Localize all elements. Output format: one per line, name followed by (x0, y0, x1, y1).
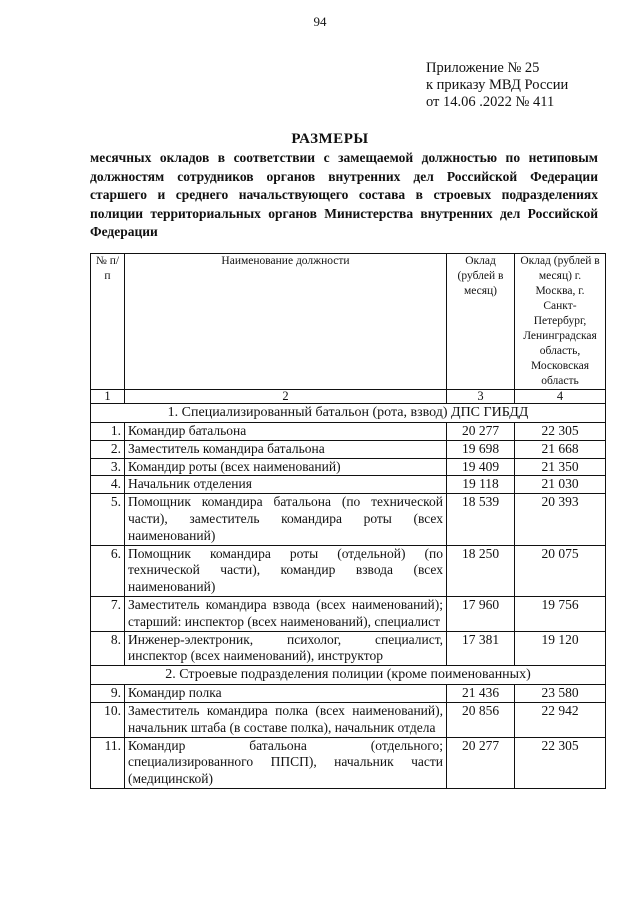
appendix-line-1: Приложение № 25 (426, 60, 540, 76)
appendix-block (426, 60, 568, 111)
column-index-cell: 4 (515, 390, 606, 404)
page-number: 94 (313, 14, 327, 29)
salary-cell: 19 409 (447, 458, 515, 476)
position-name-cell: Командир роты (всех наименований) (125, 458, 447, 476)
row-number-cell: 4. (91, 476, 125, 494)
section-header-row (91, 404, 606, 423)
row-number-cell: 6. (91, 545, 125, 596)
table-row (91, 596, 606, 631)
salary-cell: 17 960 (447, 596, 515, 631)
row-number-cell: 5. (91, 494, 125, 545)
row-number-cell: 7. (91, 596, 125, 631)
salary-moscow-cell: 22 305 (515, 423, 606, 441)
row-number-cell: 11. (91, 737, 125, 788)
salary-moscow-cell: 20 075 (515, 545, 606, 596)
position-name-cell: Командир батальона (125, 423, 447, 441)
table-row (91, 685, 606, 703)
position-name-cell: Командир полка (125, 685, 447, 703)
section-header-row (91, 666, 606, 685)
salary-moscow-cell: 23 580 (515, 685, 606, 703)
row-number-cell: 9. (91, 685, 125, 703)
table-row (91, 440, 606, 458)
salary-moscow-cell: 21 668 (515, 440, 606, 458)
table-row (91, 458, 606, 476)
position-name-cell: Инженер-электроник, психолог, специалист, инспектор (всех наименований), инструктор (125, 631, 447, 666)
table-row (91, 423, 606, 441)
salary-moscow-cell: 22 305 (515, 737, 606, 788)
salary-cell: 19 118 (447, 476, 515, 494)
table-row (91, 545, 606, 596)
salary-moscow-cell: 20 393 (515, 494, 606, 545)
position-name-cell: Командир батальона (отдельного; специализированного ППСП), начальник части (медицинской) (125, 737, 447, 788)
document-title: РАЗМЕРЫ (291, 131, 369, 147)
table-row (91, 737, 606, 788)
table-row (91, 702, 606, 737)
table-row (91, 631, 606, 666)
salary-moscow-cell: 19 756 (515, 596, 606, 631)
salary-cell: 19 698 (447, 440, 515, 458)
salary-cell: 21 436 (447, 685, 515, 703)
salary-table (90, 253, 606, 789)
position-name-cell: Заместитель командира полка (всех наименований), начальник штаба (в составе полка), начальник отдела (125, 702, 447, 737)
row-number-cell: 10. (91, 702, 125, 737)
position-name-cell: Заместитель командира взвода (всех наименований); старший: инспектор (всех наименований), специалист (125, 596, 447, 631)
row-number-cell: 2. (91, 440, 125, 458)
salary-cell: 20 277 (447, 423, 515, 441)
salary-moscow-cell: 19 120 (515, 631, 606, 666)
position-name-cell: Помощник командира батальона (по технической части), заместитель командира роты (всех наименований) (125, 494, 447, 545)
row-number-cell: 8. (91, 631, 125, 666)
column-index-cell: 1 (91, 390, 125, 404)
salary-cell: 18 539 (447, 494, 515, 545)
row-number-cell: 1. (91, 423, 125, 441)
header-position: Наименование должности (125, 254, 447, 390)
table-row (91, 494, 606, 545)
appendix-line-3: от 14.06 .2022 № 411 (426, 94, 555, 110)
table-row (91, 476, 606, 494)
salary-cell: 20 277 (447, 737, 515, 788)
position-name-cell: Заместитель командира батальона (125, 440, 447, 458)
position-name-cell: Начальник отделения (125, 476, 447, 494)
salary-cell: 18 250 (447, 545, 515, 596)
column-index-cell: 2 (125, 390, 447, 404)
salary-moscow-cell: 22 942 (515, 702, 606, 737)
row-number-cell: 3. (91, 458, 125, 476)
salary-moscow-cell: 21 030 (515, 476, 606, 494)
appendix-line-2: к приказу МВД России (426, 77, 569, 93)
column-index-cell: 3 (447, 390, 515, 404)
salary-moscow-cell: 21 350 (515, 458, 606, 476)
section-title: 1. Специализированный батальон (рота, взвод) ДПС ГИБДД (91, 404, 606, 423)
section-title: 2. Строевые подразделения полиции (кроме поименованных) (91, 666, 606, 685)
salary-cell: 17 381 (447, 631, 515, 666)
header-salary: Оклад (рублей в месяц) (447, 254, 515, 390)
header-number: № п/п (91, 254, 125, 390)
header-salary-moscow: Оклад (рублей в месяц) г. Москва, г. Санкт-Петербург, Ленинградская область, Московская область (515, 254, 606, 390)
position-name-cell: Помощник командира роты (отдельной) (по технической части), командир взвода (всех наименований) (125, 545, 447, 596)
column-index-row (91, 390, 606, 404)
table-header-row (91, 254, 606, 390)
salary-cell: 20 856 (447, 702, 515, 737)
document-subtitle: месячных окладов в соответствии с замещаемой должностью по нетиповым должностям сотрудников органов внутренних дел Российской Федерации старшего и среднего начальствующего состава в строевых подразделениях полиции территориальных органов Министерства внутренних дел Российской Федерации (90, 150, 598, 240)
